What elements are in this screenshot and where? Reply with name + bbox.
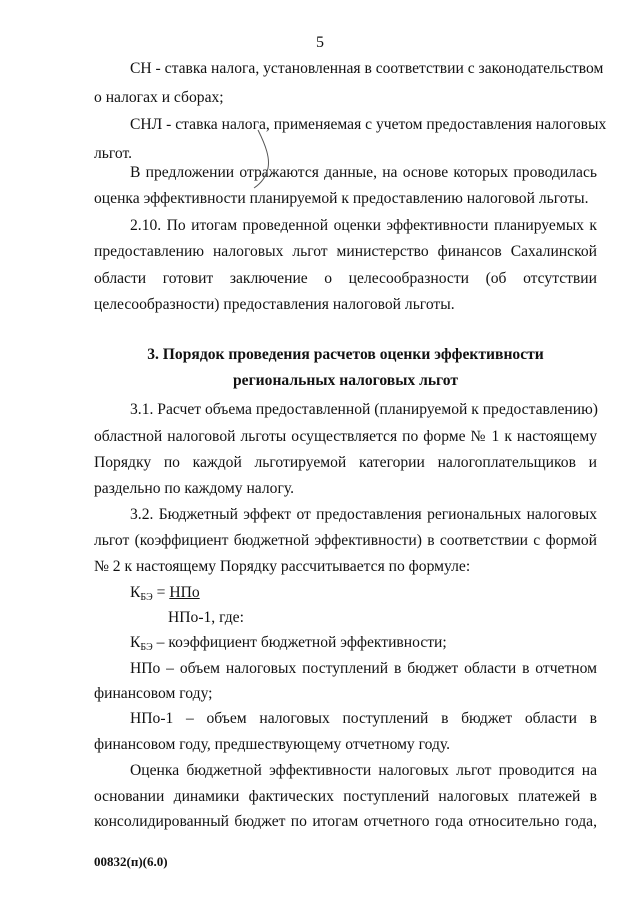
formula-k-subscript: БЭ [140, 592, 153, 603]
text-line: областной налоговой льготы осуществляется по форме № 1 к настоящему [94, 428, 597, 445]
text-line: В предложении отражаются данные, на основе которых проводилась [130, 164, 597, 181]
text-line: о налогах и сборах; [94, 89, 224, 106]
text-line: 3.1. Расчет объема предоставленной (планируемой к предоставлению) [130, 401, 598, 418]
text-line: льгот (коэффициент бюджетной эффективности) в соответствии с формой [94, 532, 597, 549]
text-line: раздельно по каждому налогу. [94, 480, 294, 497]
pen-stroke-mark [248, 128, 274, 190]
text-line: финансовом году, предшествующему отчетному году. [94, 736, 451, 753]
text-line: финансовом году; [94, 685, 213, 702]
formula-numerator: НПо [169, 584, 200, 601]
text-line: оценка эффективности планируемой к предоставлению налоговой льготы. [94, 190, 589, 207]
text-line: № 2 к настоящему Порядку рассчитывается по формуле: [94, 558, 471, 575]
formula-denominator: НПо-1, где: [168, 609, 244, 626]
text-line: основании динамики фактических поступлений налоговых платежей в [94, 788, 597, 805]
def-k-subscript: БЭ [140, 642, 153, 653]
text-line: СНЛ - ставка налога, применяемая с учетом предоставления налоговых [130, 116, 607, 133]
formula-equals: = [152, 584, 170, 601]
section-heading-line-1: 3. Порядок проведения расчетов оценки эффективности [147, 346, 544, 363]
text-line: области готовит заключение о целесообразности (об отсутствии [94, 270, 597, 287]
page-number: 5 [316, 34, 324, 51]
footer-document-code: 00832(п)(6.0) [94, 854, 168, 869]
def-kbe-text: – коэффициент бюджетной эффективности; [152, 634, 447, 651]
text-line: СН - ставка налога, установленная в соответствии с законодательством [130, 60, 604, 77]
text-line: предоставлению налоговых льгот министерство финансов Сахалинской [94, 243, 597, 260]
text-line: льгот. [94, 145, 133, 162]
def-k: К [130, 634, 141, 651]
text-line: Оценка бюджетной эффективности налоговых льгот проводится на [130, 762, 597, 779]
section-heading-line-2: региональных налоговых льгот [232, 372, 459, 389]
text-line: НПо – объем налоговых поступлений в бюджет области в отчетном [130, 660, 597, 677]
text-line: 2.10. По итогам проведенной оценки эффективности планируемых к [130, 217, 597, 234]
text-line: консолидированный бюджет по итогам отчетного года относительно года, [94, 813, 597, 830]
text-line: НПо-1 – объем налоговых поступлений в бюджет области в [130, 710, 597, 727]
text-line: Порядку по каждой льготируемой категории налогоплательщиков и [94, 454, 597, 471]
formula-line [130, 583, 200, 608]
text-line: 3.2. Бюджетный эффект от предоставления региональных налоговых [130, 506, 597, 523]
formula-k: К [130, 584, 141, 601]
text-line: целесообразности) предоставления налоговой льготы. [94, 296, 455, 313]
definition-kbe [130, 633, 447, 658]
